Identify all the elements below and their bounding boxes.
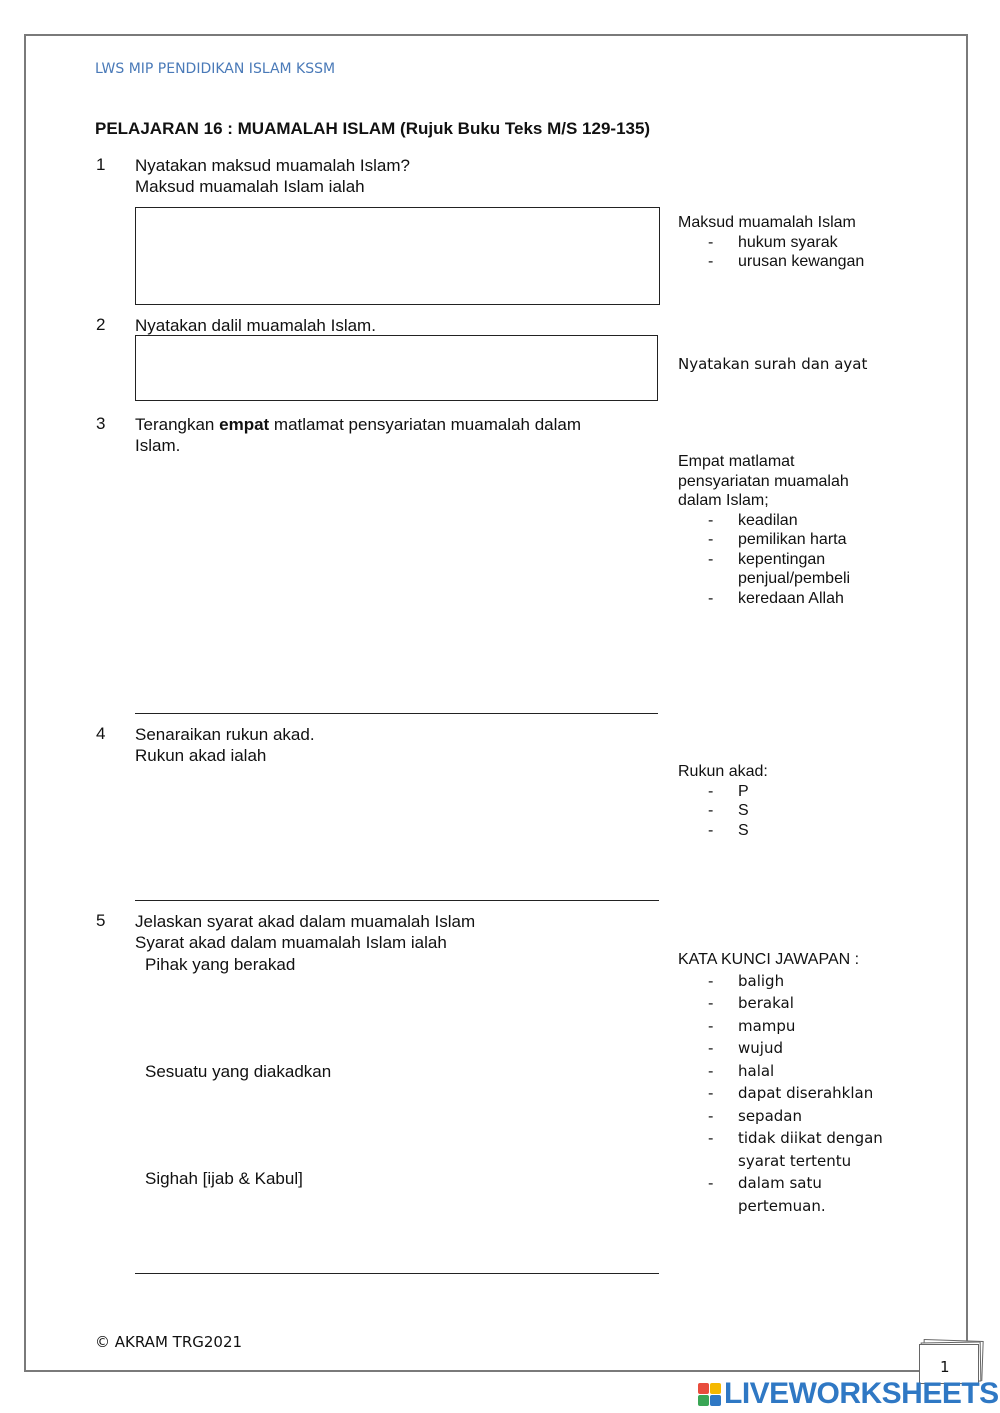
question-5-prompt: Syarat akad dalam muamalah Islam ialah bbox=[135, 933, 447, 952]
hint-q1-title: Maksud muamalah Islam bbox=[678, 214, 856, 231]
page-header: LWS MIP PENDIDIKAN ISLAM KSSM bbox=[95, 61, 336, 77]
answer-box-q2[interactable] bbox=[135, 335, 658, 401]
hint-item: - berakal bbox=[708, 994, 794, 1012]
hint-item: - mampu bbox=[708, 1016, 796, 1035]
hint-item: - dalam satu pertemuan. bbox=[708, 1174, 826, 1215]
page-number: 1 bbox=[940, 1358, 950, 1376]
hint-item: - P bbox=[708, 782, 749, 800]
hint-item: - baligh bbox=[708, 971, 785, 990]
hint-q3 bbox=[678, 452, 850, 608]
answer-box-q1[interactable] bbox=[135, 207, 660, 305]
question-1-prompt: Maksud muamalah Islam ialah bbox=[135, 177, 365, 196]
hint-q3-title-line: Empat matlamat bbox=[678, 453, 795, 470]
question-1-text: Nyatakan maksud muamalah Islam? bbox=[135, 156, 410, 175]
hint-q3-title-line: pensyariatan muamalah bbox=[678, 472, 849, 490]
hint-q2: Nyatakan surah dan ayat bbox=[678, 355, 868, 373]
question-1-number: 1 bbox=[96, 155, 106, 174]
liveworksheets-logo-icon bbox=[698, 1383, 721, 1406]
question-4-prompt: Rukun akad ialah bbox=[135, 746, 267, 765]
hint-item: - pemilikan harta bbox=[708, 531, 847, 548]
answer-row-q3-1[interactable] bbox=[135, 455, 658, 520]
liveworksheets-brand[interactable] bbox=[698, 1379, 999, 1409]
row-label-pihak: Pihak yang berakad bbox=[145, 955, 296, 974]
question-2-number: 2 bbox=[96, 315, 106, 334]
answer-row-q4-1[interactable] bbox=[135, 766, 659, 811]
row-label-sighah: Sighah [ijab & Kabul] bbox=[145, 1169, 303, 1188]
answer-row-q3-3[interactable] bbox=[135, 584, 658, 649]
hint-item: - halal bbox=[708, 1061, 775, 1080]
row-label-sesuatu: Sesuatu yang diakadkan bbox=[145, 1062, 332, 1081]
answer-row-q4-3[interactable] bbox=[135, 856, 659, 900]
answer-row-q3-4[interactable] bbox=[135, 649, 658, 713]
question-3-text: Terangkan empat matlamat pensyariatan muamalah dalam bbox=[135, 415, 582, 434]
hint-item: - sepadan bbox=[708, 1106, 802, 1125]
hint-item: - keadilan bbox=[708, 511, 798, 529]
lesson-title: PELAJARAN 16 : MUAMALAH ISLAM (Rujuk Buku Teks M/S 129-135) bbox=[95, 119, 651, 138]
hint-q4-title: Rukun akad: bbox=[678, 763, 768, 780]
hint-q5 bbox=[678, 950, 883, 1217]
brand-name: LIVEWORKSHEETS bbox=[724, 1377, 999, 1410]
hint-item: - wujud bbox=[708, 1039, 783, 1057]
hint-q4 bbox=[678, 762, 768, 840]
question-4-number: 4 bbox=[96, 724, 106, 743]
question-3-text-cont: Islam. bbox=[135, 436, 181, 455]
question-2-text: Nyatakan dalil muamalah Islam. bbox=[135, 316, 376, 335]
hint-item: - hukum syarak bbox=[708, 233, 838, 251]
hint-q1 bbox=[678, 213, 864, 272]
question-3-number: 3 bbox=[96, 414, 106, 433]
answer-row-q4-2[interactable] bbox=[135, 811, 659, 856]
question-4-text: Senaraikan rukun akad. bbox=[135, 725, 315, 744]
hint-item: - S bbox=[708, 821, 749, 839]
question-5-text: Jelaskan syarat akad dalam muamalah Islam bbox=[135, 912, 476, 931]
hint-item: - keredaan Allah bbox=[708, 589, 844, 607]
hint-q3-title-line: dalam Islam; bbox=[678, 492, 769, 509]
hint-item: - kepentingan penjual/pembeli bbox=[708, 550, 851, 587]
copyright-footer: © AKRAM TRG2021 bbox=[95, 1333, 243, 1351]
question-5-number: 5 bbox=[96, 911, 106, 930]
hint-q5-title: KATA KUNCI JAWAPAN : bbox=[678, 951, 860, 968]
answer-row-q3-2[interactable] bbox=[135, 520, 658, 585]
hint-item: - S bbox=[708, 802, 749, 819]
hint-item: - dapat diserahklan bbox=[708, 1084, 874, 1102]
hint-item: - tidak diikat dengan syarat tertentu bbox=[708, 1129, 883, 1170]
hint-item: - urusan kewangan bbox=[708, 253, 865, 270]
